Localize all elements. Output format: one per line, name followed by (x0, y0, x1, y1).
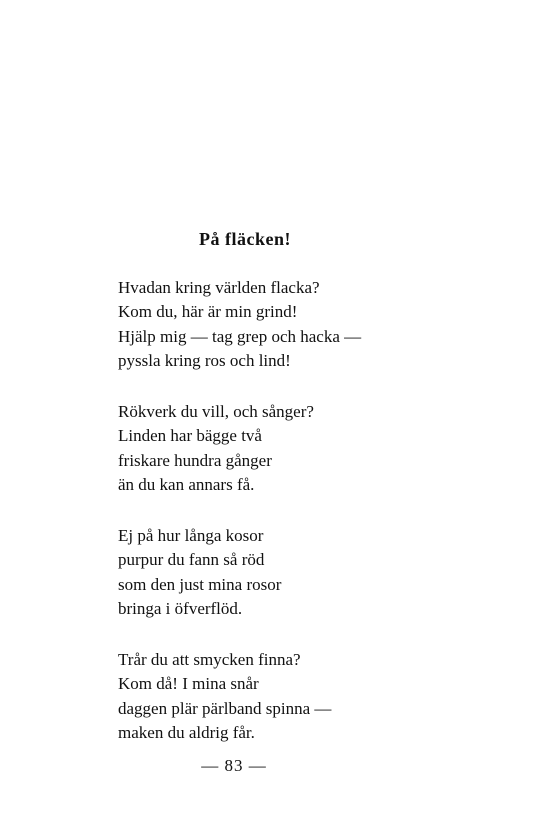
poem-line: bringa i öfverflöd. (118, 598, 243, 618)
poem-line: än du kan annars få. (118, 474, 255, 494)
poem-line: Kom du, här är min grind! (118, 302, 298, 322)
poem-line: Trår du att smycken finna? (118, 650, 301, 669)
poem-line: friskare hundra gånger (118, 450, 272, 470)
poem-line: maken du aldrig får. (118, 722, 255, 742)
stanza-2 (118, 400, 458, 497)
poem-line: pyssla kring ros och lind! (118, 350, 291, 370)
poem-line: daggen plär pärlband spinna — (118, 698, 332, 718)
poem-title: På fläcken! (199, 229, 291, 249)
poem-line: Rökverk du vill, och sånger? (118, 402, 314, 421)
poem-line: Kom då! I mina snår (118, 674, 259, 694)
poem-line: som den just mina rosor (118, 574, 282, 594)
poem-line: Hjälp mig — tag grep och hacka — (118, 326, 362, 346)
stanza-4 (118, 648, 458, 745)
poem-line: purpur du fann så röd (118, 550, 265, 570)
stanza-1 (118, 276, 458, 373)
poem-line: Hvadan kring världen flacka? (118, 278, 320, 297)
page-number: — 83 — (201, 756, 267, 775)
poem-line: Linden har bägge två (118, 426, 262, 446)
poem-line: Ej på hur långa kosor (118, 526, 264, 545)
stanza-3 (118, 524, 458, 621)
